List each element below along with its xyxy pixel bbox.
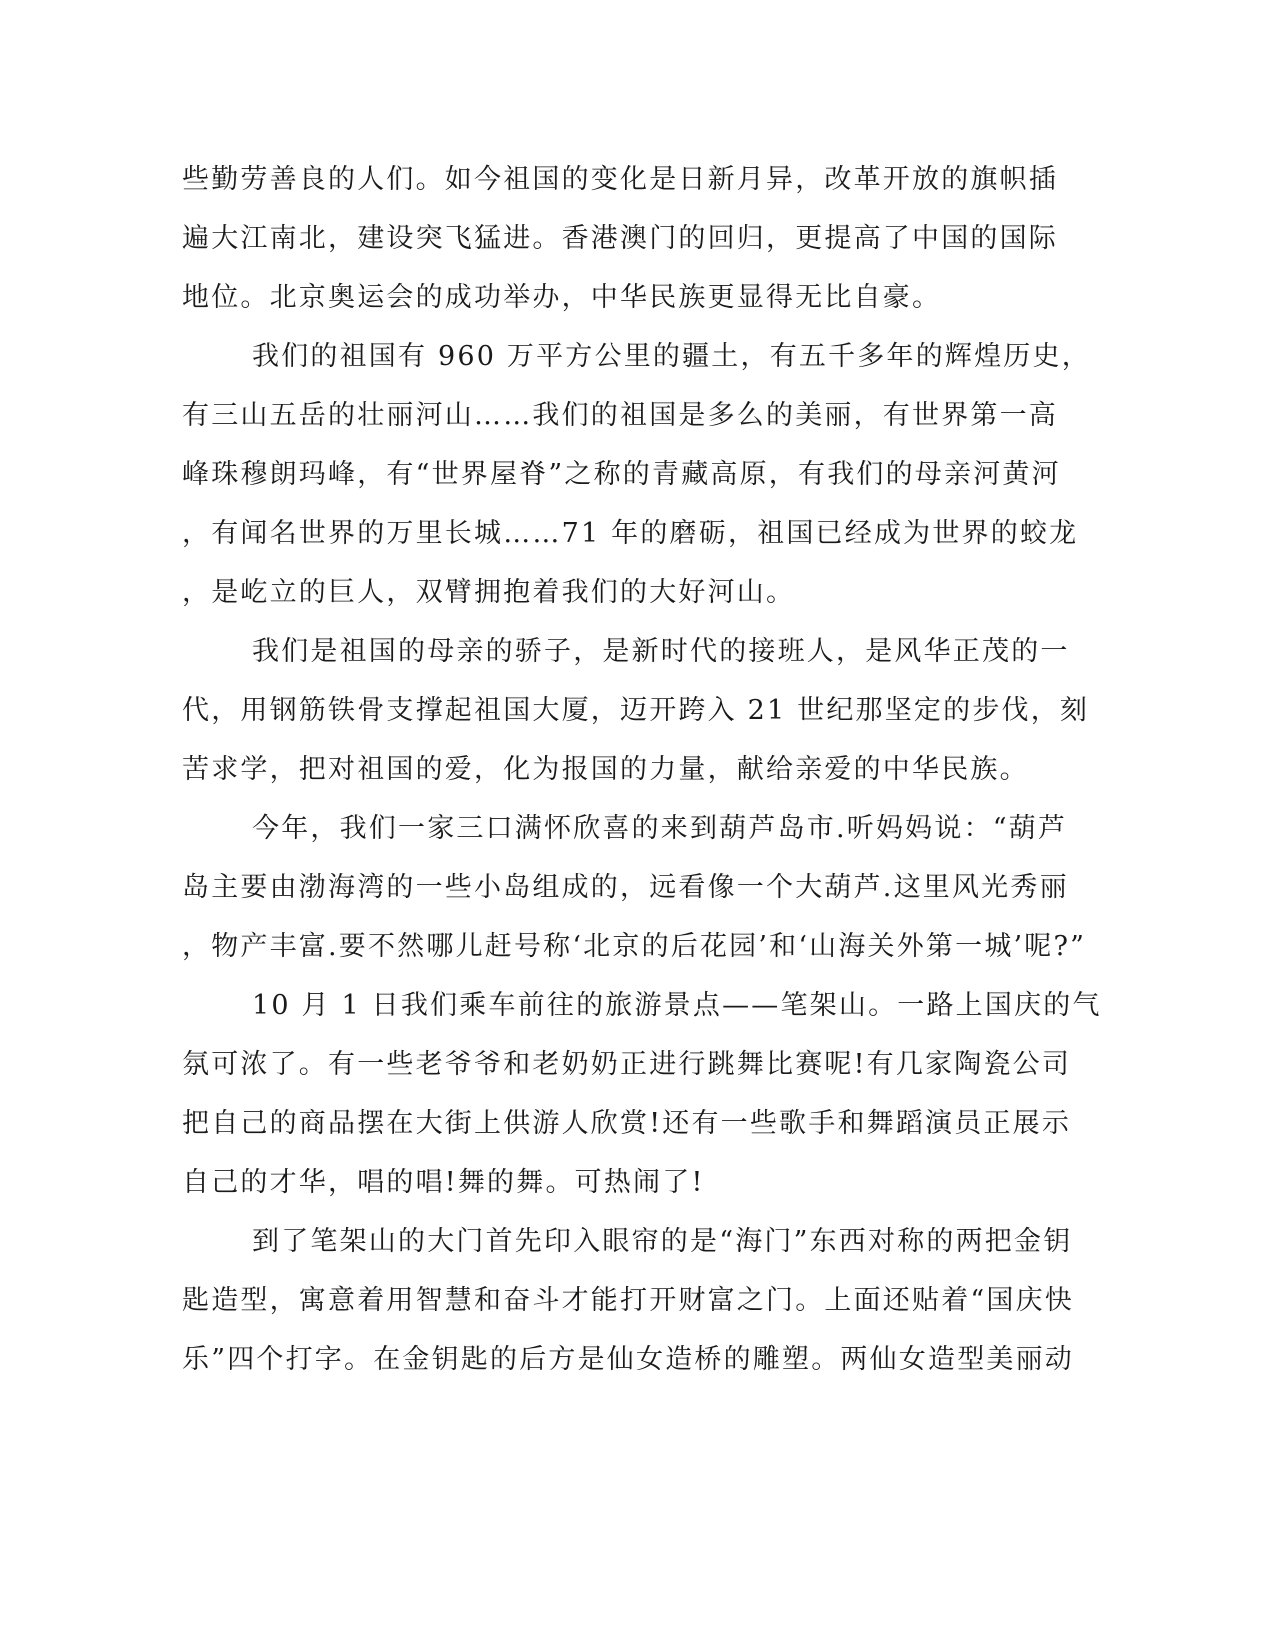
text-line: ，物产丰富.要不然哪儿赶号称‘北京的后花园’和‘山海关外第一城’呢?” — [182, 931, 1087, 962]
text-line: 匙造型，寓意着用智慧和奋斗才能打开财富之门。上面还贴着“国庆快 — [182, 1285, 1075, 1316]
text-line: 峰珠穆朗玛峰，有“世界屋脊”之称的青藏高原，有我们的母亲河黄河 — [182, 459, 1061, 490]
text-line: 些勤劳善良的人们。如今祖国的变化是日新月异，改革开放的旗帜插 — [182, 164, 1058, 195]
paragraph-first-line: 到了笔架山的大门首先印入眼帘的是“海门”东西对称的两把金钥 — [252, 1226, 1073, 1257]
text-line: 地位。北京奥运会的成功举办，中华民族更显得无比自豪。 — [182, 282, 942, 313]
text-line: 遍大江南北，建设突飞猛进。香港澳门的回归，更提高了中国的国际 — [182, 223, 1058, 254]
text-line: 代，用钢筋铁骨支撑起祖国大厦，迈开跨入 21 世纪那坚定的步伐，刻 — [182, 695, 1090, 726]
text-line: 氛可浓了。有一些老爷爷和老奶奶正进行跳舞比赛呢!有几家陶瓷公司 — [182, 1049, 1072, 1080]
paragraph-first-line: 我们是祖国的母亲的骄子，是新时代的接班人，是风华正茂的一 — [252, 636, 1070, 667]
text-line: 乐”四个打字。在金钥匙的后方是仙女造桥的雕塑。两仙女造型美丽动 — [182, 1344, 1075, 1375]
text-line: 苦求学，把对祖国的爱，化为报国的力量，献给亲爱的中华民族。 — [182, 754, 1029, 785]
text-line: 把自己的商品摆在大街上供游人欣赏!还有一些歌手和舞蹈演员正展示 — [182, 1108, 1072, 1139]
paragraph-first-line: 我们的祖国有 960 万平方公里的疆土，有五千多年的辉煌历史， — [252, 341, 1091, 372]
paragraph-first-line: 今年，我们一家三口满怀欣喜的来到葫芦岛市.听妈妈说：“葫芦 — [252, 813, 1068, 844]
text-line: 岛主要由渤海湾的一些小岛组成的，远看像一个大葫芦.这里风光秀丽 — [182, 872, 1069, 903]
text-line: ，有闻名世界的万里长城……71 年的磨砺，祖国已经成为世界的蛟龙 — [182, 518, 1079, 549]
text-line: 有三山五岳的壮丽河山……我们的祖国是多么的美丽，有世界第一高 — [182, 400, 1058, 431]
text-line: ，是屹立的巨人，双臂拥抱着我们的大好河山。 — [182, 577, 796, 608]
text-line: 自己的才华，唱的唱!舞的舞。可热闹了! — [182, 1167, 705, 1198]
paragraph-first-line: 10 月 1 日我们乘车前往的旅游景点——笔架山。一路上国庆的气 — [252, 990, 1102, 1021]
